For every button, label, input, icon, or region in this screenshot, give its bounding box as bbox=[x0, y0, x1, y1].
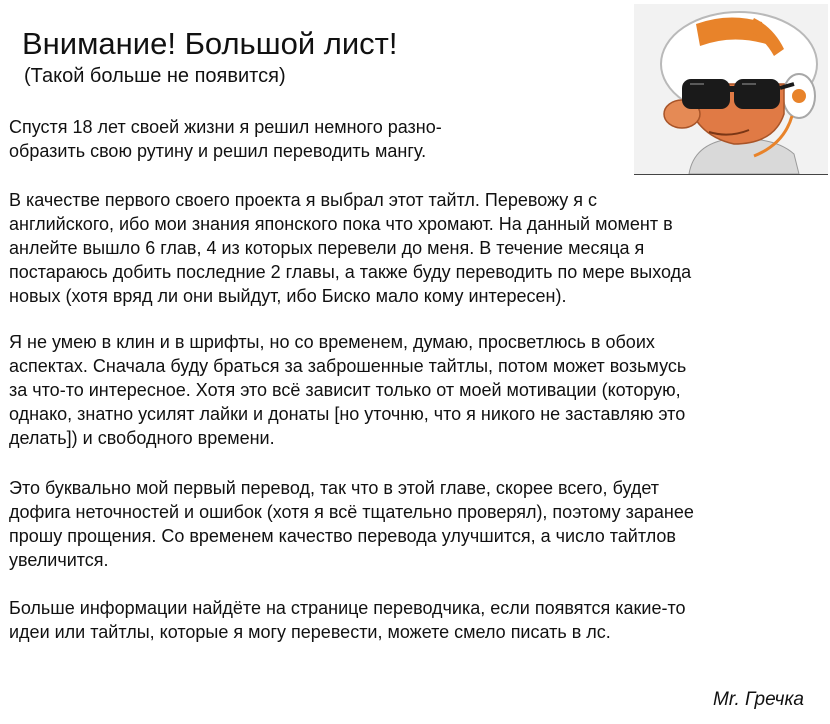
signature: Mr. Гречка bbox=[713, 689, 804, 710]
paragraph-project: В качестве первого своего проекта я выбрал этот тайтл. Перевожу я с английского, ибо мои знания японского пока что хромают. На данный момент в анлейте вышло 6 глав, 4 из которых перевели до меня. В течение месяца я постараюсь добить последние 2 главы, а также буду переводить по мере выхода новых (хотя вряд ли они выйдут, ибо Биско мало кому интересен). bbox=[9, 190, 692, 306]
pilot-helmet-sunglasses-icon bbox=[634, 4, 828, 174]
avatar bbox=[634, 4, 828, 175]
page-title: Внимание! Большой лист! bbox=[22, 26, 398, 61]
paragraph-skills: Я не умею в клин и в шрифты, но со временем, думаю, просветлюсь в обоих аспектах. Сначала буду браться за заброшенные тайтлы, потом может возьмусь за что-то интересное. Хотя это всё зависит только от моей мотивации (которую, однако, знатно усилят лайки и донаты [но уточню, что я никого не заставляю это делать]) и свободного времени. bbox=[9, 332, 687, 448]
paragraph-contact: Больше информации найдёте на странице переводчика, если появятся какие-то идеи или тайтлы, которые я могу перевести, можете смело писать в лс. bbox=[9, 598, 686, 642]
page-subtitle: (Такой больше не появится) bbox=[24, 65, 286, 87]
paragraph-intro: Спустя 18 лет своей жизни я решил немного разно- образить свою рутину и решил переводить мангу. bbox=[9, 117, 442, 161]
paragraph-apology: Это буквально мой первый перевод, так что в этой главе, скорее всего, будет дофига неточностей и ошибок (хотя я всё тщательно проверял), поэтому заранее прошу прощения. Со временем качество перевода улучшится, а число тайтлов увеличится. bbox=[9, 478, 694, 570]
